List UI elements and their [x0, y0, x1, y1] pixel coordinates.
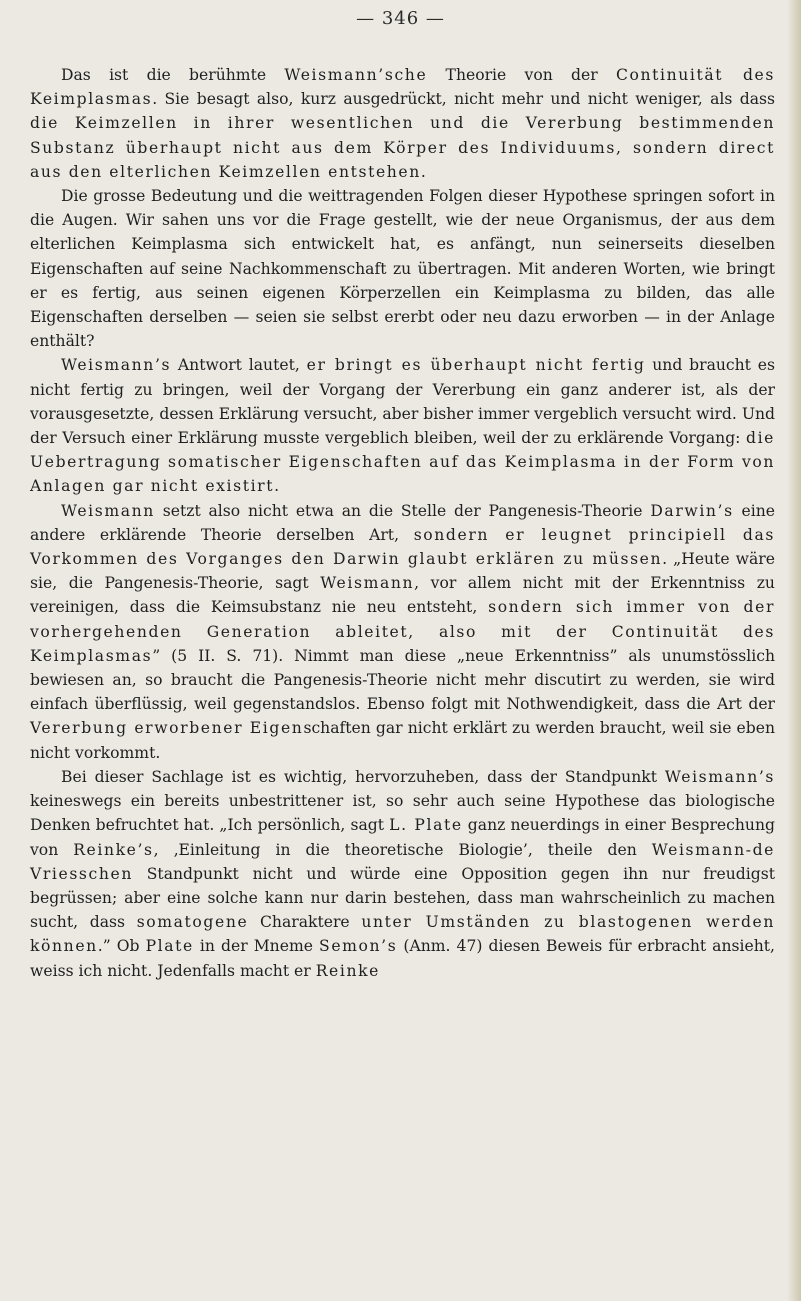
- text-run: in der Mneme: [193, 937, 320, 956]
- page-number: — 346 —: [356, 8, 445, 29]
- paragraph: [30, 353, 775, 498]
- text-run: (Anm. 47) diesen Beweis für erbracht ansieht, weiss ich nicht. Jedenfalls macht er: [30, 937, 775, 980]
- spaced-emphasis-text: die Keimzellen in ihrer wesentlichen und die Vererbung bestimmenden Substanz überhaupt nicht aus dem Körper des Individuums, sondern direct aus den elterlichen Keimzellen entstehen: [30, 114, 775, 181]
- spaced-emphasis-text: Plate: [145, 937, 194, 956]
- text-run: ganz neuerdings in einer Besprechung von: [30, 816, 775, 859]
- paragraph: [30, 765, 775, 983]
- spaced-emphasis-text: Weismann: [61, 501, 155, 520]
- text-run: Standpunkt nicht und würde eine Opposition gegen ihn nur freudigst begrüssen; aber eine solche kann nur darin bestehen, dass man wahrscheinlich zu machen sucht, dass: [30, 864, 775, 932]
- spaced-emphasis-text: Reinke’s: [73, 840, 154, 859]
- text-run: .” Ob: [97, 937, 146, 956]
- spaced-emphasis-text: Semon’s: [319, 937, 398, 956]
- spaced-emphasis-text: somatogene: [136, 913, 249, 932]
- spaced-emphasis-text: Weismann’sche: [284, 66, 428, 84]
- text-run: und braucht es nicht fertig zu bringen, weil der Vorgang der Vererbung ein ganz anderer ist, als der vorausgesetzte, dessen Erklärung versucht, aber bisher immer vergeblich versucht wird. Und der Versuch einer Erklärung musste vergeblich bleiben, weil der zu erklärende Vorgang:: [30, 356, 775, 448]
- text-run: Charaktere: [248, 913, 362, 932]
- spaced-emphasis-text: Darwin’s: [650, 501, 734, 520]
- spaced-emphasis-text: die Uebertragung somatischer Eigenschaften auf das Keimplasma in der Form von Anlagen gar nicht existirt: [30, 429, 775, 496]
- text-run: Das ist die berühmte: [61, 66, 285, 84]
- spaced-emphasis-text: L. Plate: [389, 816, 463, 835]
- spaced-emphasis-text: Weismann’s: [61, 356, 172, 375]
- spaced-emphasis-text: Weismann: [320, 574, 415, 593]
- paragraph: [30, 499, 775, 765]
- text-run: Bei dieser Sachlage ist es wichtig, hervorzuheben, dass der Standpunkt: [61, 767, 665, 786]
- text-run: ” (5 II. S. 71). Nimmt man diese „neue Erkenntniss” als unumstösslich bewiesen an, so braucht die Pangenesis-Theorie nicht mehr discutirt zu werden, sie wird einfach überflüssig, weil gegenstandslos. Ebenso folgt mit Nothwendigkeit, dass die Art der: [30, 646, 775, 714]
- text-run: schaften gar nicht erklärt zu werden braucht, weil sie eben nicht vorkommt.: [30, 719, 775, 762]
- text-run: setzt also nicht etwa an die Stelle der Pangenesis-Theorie: [154, 501, 651, 520]
- body-text: [30, 63, 775, 983]
- spaced-emphasis-text: Continuität des Keimplasmas: [30, 66, 775, 109]
- spaced-emphasis-text: sondern er leugnet principiell das Vorkommen des Vorganges den Darwin glaubt erklären zu müssen: [30, 525, 775, 569]
- spaced-emphasis-text: unter Umständen zu blastogenen werden können: [30, 913, 776, 956]
- text-run: Theorie von der: [427, 66, 616, 84]
- text-run: . Sie besagt also, kurz ausgedrückt, nicht mehr und nicht weniger, als dass: [152, 90, 775, 109]
- spaced-emphasis-text: Weismann’s: [664, 767, 775, 786]
- text-run: . „Heute wäre sie, die Pangenesis-Theorie, sagt: [30, 550, 775, 593]
- spaced-emphasis-text: Weismann-de Vriesschen: [30, 840, 775, 883]
- text-run: keineswegs ein bereits unbestrittener ist, so sehr auch seine Hypothese das biologische Denken befruchtet hat. „Ich persönlich, sagt: [30, 792, 775, 835]
- spaced-emphasis-text: er bringt es überhaupt nicht fertig: [306, 356, 646, 375]
- text-run: Antwort lautet,: [171, 356, 307, 375]
- paragraph: [30, 63, 775, 184]
- spaced-emphasis-text: Vererbung erworbener Eigen: [30, 719, 304, 738]
- spaced-emphasis-text: Reinke: [315, 961, 380, 980]
- page-edge: [787, 0, 801, 1301]
- text-run: .: [420, 162, 426, 181]
- text-run: .: [274, 477, 280, 496]
- text-run: eine andere erklärende Theorie derselben Art,: [30, 501, 775, 544]
- spaced-emphasis-text: sondern sich immer von der vorhergehenden Generation ableitet, also mit der Continuität des Keimplasmas: [30, 598, 776, 665]
- text-run: Die grosse Bedeutung und die weittragenden Folgen dieser Hypothese springen sofort in die Augen. Wir sahen uns vor die Frage gestellt, wie der neue Organismus, der aus dem elterlichen Keimplasma sich entwickelt hat, es anfängt, nun seinerseits dieselben Eigenschaften auf seine Nachkommenschaft zu übertragen. Mit anderen Worten, wie bringt er es fertig, aus seinen eigenen Körperzellen ein Keimplasma zu bilden, das alle Eigenschaften derselben — seien sie selbst ererbt oder neu dazu erworben — in der Anlage enthält?: [30, 187, 775, 351]
- paragraph: [30, 184, 775, 353]
- text-run: , vor allem nicht mit der Erkenntniss zu vereinigen, dass die Keimsubstanz nie neu entsteht,: [30, 574, 775, 617]
- text-run: , ‚Einleitung in die theoretische Biologie’, theile den: [153, 840, 652, 859]
